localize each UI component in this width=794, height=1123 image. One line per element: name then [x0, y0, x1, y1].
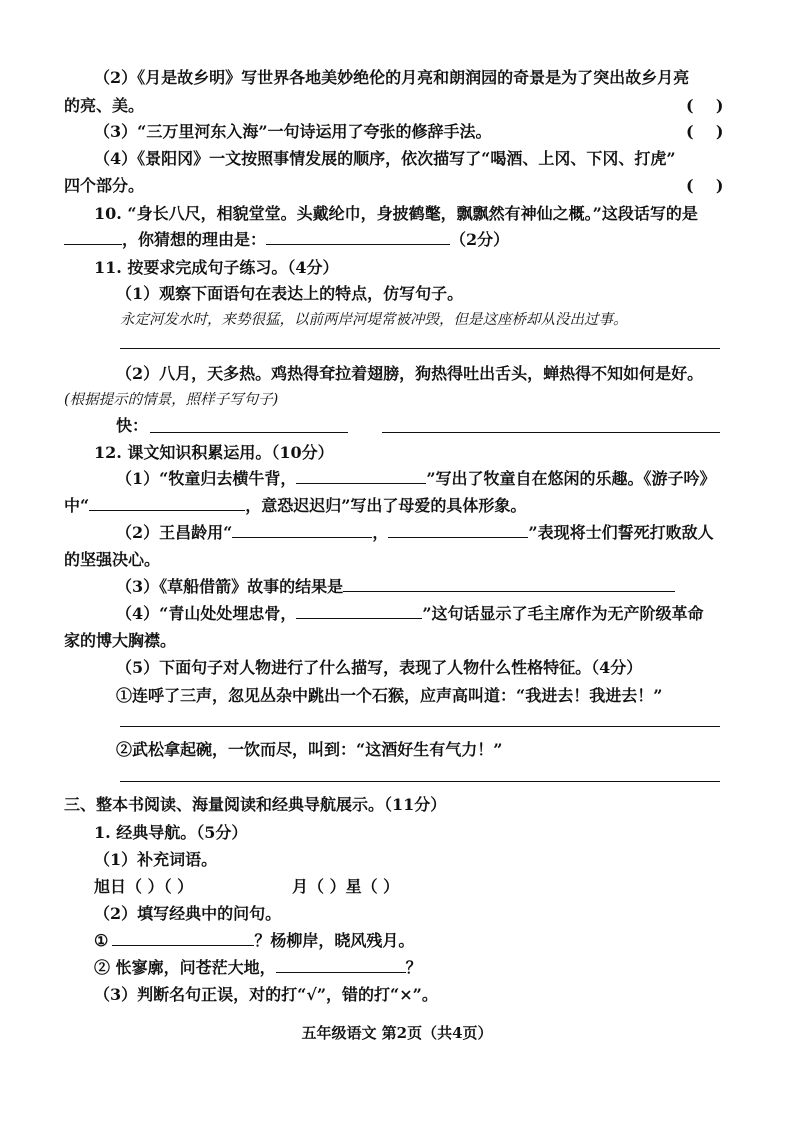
q12-item-1-line1: （1）“牧童归去横牛背， ”写出了牧童自在悠闲的乐趣。《游子吟》: [116, 469, 716, 488]
q11-title: 11. 按要求完成句子练习。（4分）: [94, 258, 339, 277]
answer-blank[interactable]: [343, 577, 675, 592]
idiom-blank-2[interactable]: 月（ ）星（ ）: [292, 877, 400, 896]
s3-q1-2: （2）填写经典中的问句。: [94, 904, 282, 923]
answer-blank[interactable]: [296, 469, 426, 484]
q12-item-5-sentence-1: ①连呼了三声，忽见丛杂中跳出一个石猴，应声高叫道：“我进去！我进去！”: [116, 686, 663, 705]
answer-blank[interactable]: [388, 523, 528, 538]
q9-item-2-line2: 的亮、美。: [64, 96, 145, 115]
q11-item-2: （2）八月，天多热。鸡热得耷拉着翅膀，狗热得吐出舌头，蝉热得不知如何是好。: [116, 364, 704, 383]
answer-blank[interactable]: [232, 523, 372, 538]
q9-item-4-line2: 四个部分。: [64, 176, 145, 195]
q11-example-sentence: 永定河发水时，来势很猛，以前两岸河堤常被冲毁，但是这座桥却从没出过事。: [120, 312, 628, 328]
idiom-blank-1[interactable]: 旭日（ ）（ ）: [94, 877, 194, 896]
answer-paren[interactable]: ( ): [686, 122, 724, 141]
answer-paren[interactable]: ( ): [686, 96, 724, 115]
answer-blank[interactable]: [89, 496, 245, 511]
s3-q1-2-b: ② 怅寥廓，问苍茫大地， ？: [94, 958, 422, 977]
answer-blank[interactable]: [276, 958, 406, 973]
q12-item-2-line1: （2）王昌龄用“ ， ”表现将士们誓死打败敌人: [116, 523, 714, 542]
q9-item-3: （3）“三万里河东入海”一句诗运用了夸张的修辞手法。: [94, 122, 492, 141]
q12-item-5: （5）下面句子对人物进行了什么描写，表现了人物什么性格特征。（4分）: [116, 658, 643, 677]
answer-blank[interactable]: [112, 931, 254, 946]
q10-line1: 10. “身长八尺，相貌堂堂。头戴纶巾，身披鹤氅，飘飘然有神仙之概。”这段话写的是: [94, 204, 698, 223]
answer-blank[interactable]: [64, 230, 122, 245]
answer-line[interactable]: [150, 432, 348, 433]
q12-item-5-sentence-2: ②武松拿起碗，一饮而尽，叫到：“这酒好生有气力！”: [116, 740, 503, 759]
q11-kuai-label: 快：: [116, 416, 149, 435]
page-footer: 五年级语文 第2页（共4页）: [301, 1024, 493, 1042]
answer-line[interactable]: [120, 726, 720, 727]
q12-title: 12. 课文知识积累运用。（10分）: [94, 443, 334, 462]
answer-paren[interactable]: ( ): [686, 176, 724, 195]
q12-item-2-line2: 的坚强决心。: [64, 550, 161, 569]
q10-line2: ，你猜想的理由是： （2分）: [64, 230, 509, 250]
answer-blank[interactable]: [266, 230, 450, 245]
q12-item-1-line2: 中“ ，意恐迟迟归”写出了母爱的具体形象。: [64, 496, 527, 515]
section-3-heading: 三、整本书阅读、海量阅读和经典导航展示。（11分）: [64, 795, 447, 814]
answer-blank[interactable]: [296, 604, 422, 619]
q9-item-2-line1: （2）《月是故乡明》写世界各地美妙绝伦的月亮和朗润园的奇景是为了突出故乡月亮: [94, 68, 690, 87]
q11-item-1: （1）观察下面语句在表达上的特点，仿写句子。: [116, 284, 464, 303]
q12-item-3: （3）《草船借箭》故事的结果是: [116, 577, 675, 597]
s3-q1-3: （3）判断名句正误，对的打“√”，错的打“×”。: [94, 985, 438, 1004]
answer-line[interactable]: [120, 781, 720, 782]
s3-q1-2-a: ① ？杨柳岸，晓风残月。: [94, 931, 415, 950]
q9-item-4-line1: （4）《景阳冈》一文按照事情发展的顺序，依次描写了“喝酒、上冈、下冈、打虎”: [94, 149, 676, 168]
s3-q1-title: 1. 经典导航。（5分）: [94, 823, 248, 842]
answer-line[interactable]: [382, 432, 720, 433]
q12-item-4-line1: （4）“青山处处埋忠骨， ”这句话显示了毛主席作为无产阶级革命: [116, 604, 704, 623]
q11-hint: (根据提示的情景，照样子写句子): [64, 392, 279, 408]
answer-line[interactable]: [120, 348, 720, 349]
s3-q1-1: （1）补充词语。: [94, 850, 218, 869]
q12-item-4-line2: 家的博大胸襟。: [64, 631, 177, 650]
